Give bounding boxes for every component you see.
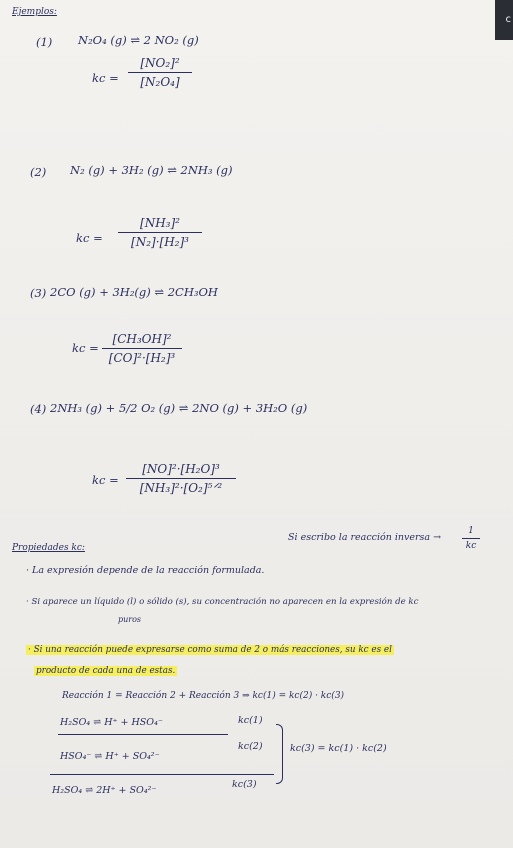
property-2: · Si aparece un líquido (l) o sólido (s), su concentración no aparecen en la expresión de kc: [26, 597, 419, 607]
sum-row-1-rule: [58, 734, 228, 735]
example-4-denominator: [NH₃]²·[O₂]⁵ᐟ²: [139, 481, 223, 495]
example-3-denominator: [CO]²·[H₂]³: [108, 351, 176, 365]
example-1-number: (1): [36, 35, 53, 49]
inverse-kc-fraction: [462, 526, 480, 551]
example-4-fraction: [126, 462, 236, 495]
example-2-number: (2): [30, 165, 47, 179]
example-3-numerator: [CH₃OH]²: [112, 332, 172, 346]
property-3-highlight: · Si una reacción puede expresarse como suma de 2 o más reacciones, su kc es el: [28, 645, 392, 655]
example-2-kc-label: kc =: [76, 231, 103, 245]
example-2-numerator: [NH₃]²: [140, 216, 180, 230]
example-2-fraction: [118, 216, 202, 249]
properties-title: Propiedades kc:: [12, 543, 85, 553]
sum-row-1-equation: H₂SO₄ ⇌ H⁺ + HSO₄⁻: [60, 717, 163, 728]
example-3-kc-label: kc =: [72, 341, 99, 355]
example-1-fraction: [128, 56, 192, 89]
example-3-equation: 2CO (g) + 3H₂(g) ⇌ 2CH₃OH: [50, 285, 218, 299]
property-3-continued-highlight: producto de cada una de estas.: [36, 666, 176, 676]
example-1-numerator: [NO₂]²: [140, 56, 180, 70]
sum-row-2-kc: kc(2): [238, 741, 263, 752]
example-4-number: (4): [30, 402, 47, 416]
example-2-equation: N₂ (g) + 3H₂ (g) ⇌ 2NH₃ (g): [70, 163, 233, 177]
inverse-kc-denominator: kc: [465, 541, 477, 551]
example-4-kc-label: kc =: [92, 473, 119, 487]
example-4-equation: 2NH₃ (g) + 5/2 O₂ (g) ⇌ 2NO (g) + 3H₂O (g): [50, 401, 308, 415]
inverse-reaction-note: Si escribo la reacción inversa →: [288, 532, 442, 543]
sum-row-3-kc: kc(3): [232, 779, 257, 790]
puros-annotation: puros: [118, 615, 142, 624]
example-1-equation: N₂O₄ (g) ⇌ 2 NO₂ (g): [78, 33, 199, 47]
example-1-denominator: [N₂O₄]: [140, 75, 180, 89]
dark-corner: c: [495, 0, 513, 40]
example-2-denominator: [N₂]·[H₂]³: [131, 235, 189, 249]
examples-heading: Ejemplos:: [12, 7, 57, 17]
sum-row-3-equation: H₂SO₄ ⇌ 2H⁺ + SO₄²⁻: [52, 785, 157, 796]
example-3-fraction: [102, 332, 182, 365]
sum-row-2-rule: [50, 774, 274, 775]
example-4-numerator: [NO]²·[H₂O]³: [142, 462, 220, 476]
example-3-number: (3): [30, 286, 47, 300]
sum-row-2-equation: HSO₄⁻ ⇌ H⁺ + SO₄²⁻: [60, 751, 160, 762]
property-1: · La expresión depende de la reacción formulada.: [26, 565, 265, 576]
sum-row-1-kc: kc(1): [238, 715, 263, 726]
property-3-continued: [34, 667, 177, 677]
result-brace: [276, 724, 283, 784]
property-3: [26, 646, 394, 656]
sum-result: kc(3) = kc(1) · kc(2): [290, 743, 387, 754]
inverse-kc-numerator: 1: [468, 526, 474, 536]
sum-rule: Reacción 1 = Reacción 2 + Reacción 3 ⇒ kc(1) = kc(2) · kc(3): [62, 691, 345, 701]
example-1-kc-label: kc =: [92, 71, 119, 85]
